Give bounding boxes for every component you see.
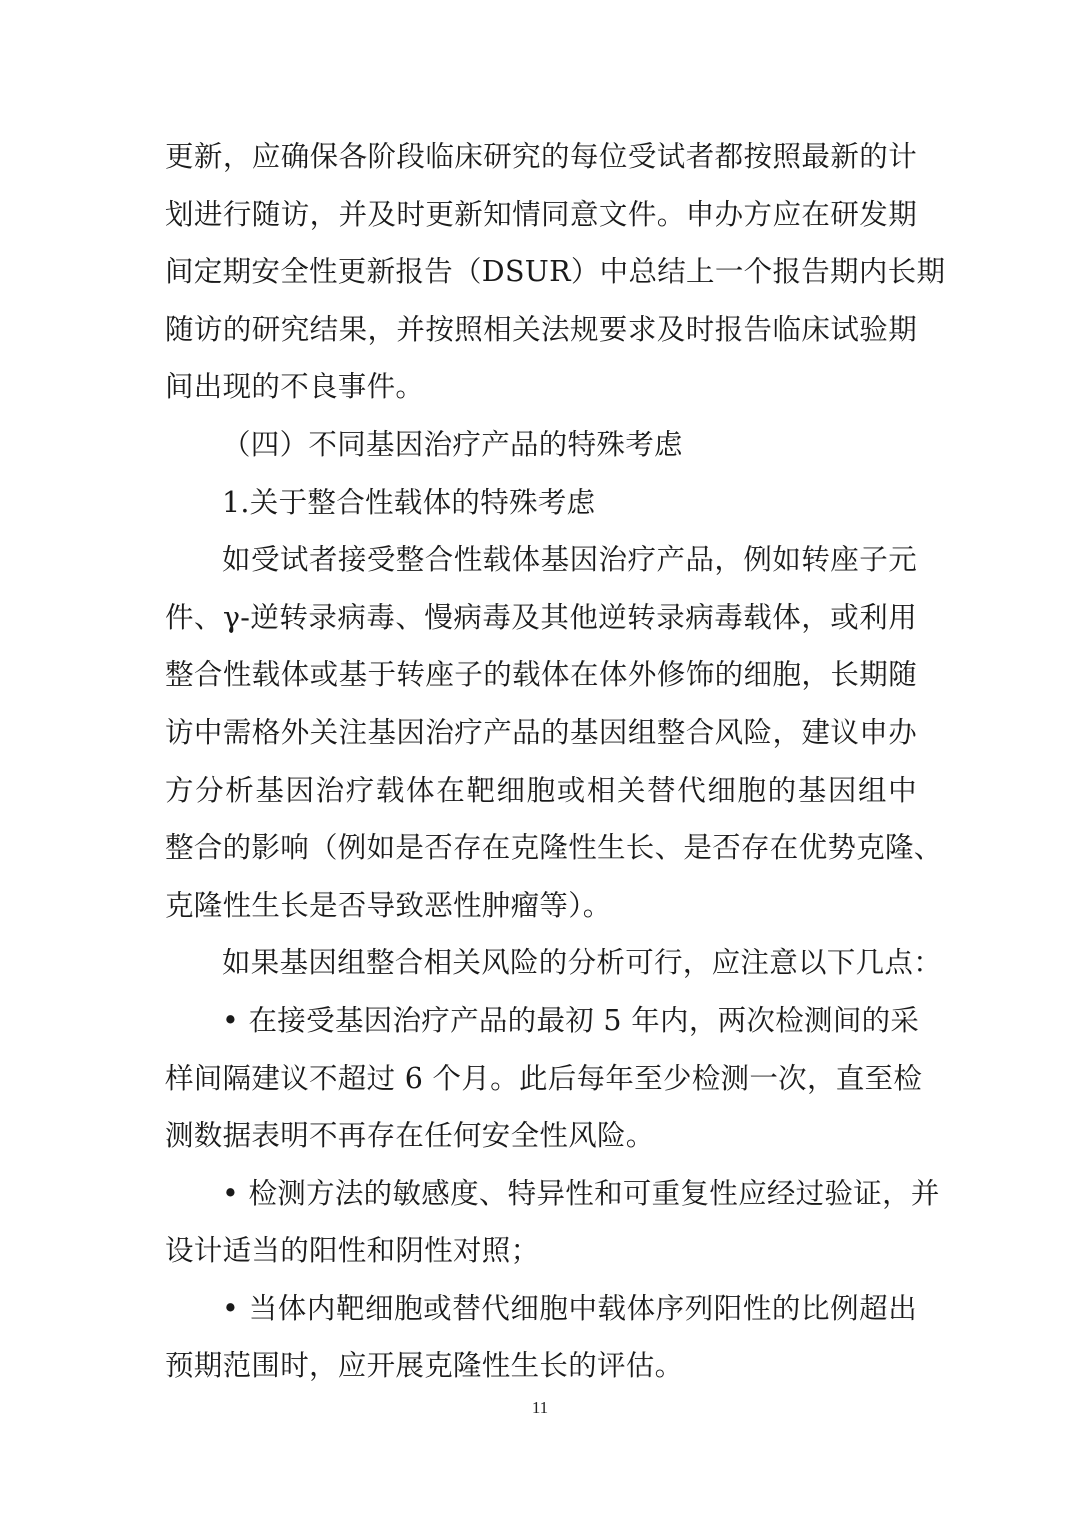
bullet-line: 样间隔建议不超过 6 个月。此后每年至少检测一次，直至检 — [165, 1061, 923, 1095]
subsection-heading: 1.关于整合性载体的特殊考虑 — [222, 485, 596, 519]
paragraph-line: 整合的影响（例如是否存在克隆性生长、是否存在优势克隆、 — [165, 831, 943, 865]
page-number: 11 — [531, 1398, 549, 1417]
paragraph-line: 如受试者接受整合性载体基因治疗产品，例如转座子元 — [222, 543, 917, 577]
paragraph-line: 整合性载体或基于转座子的载体在体外修饰的细胞，长期随 — [165, 658, 917, 692]
document-body — [165, 128, 946, 1395]
bullet-line: • 当体内靶细胞或替代细胞中载体序列阳性的比例超出 — [222, 1291, 917, 1325]
bullet-line: • 检测方法的敏感度、特异性和可重复性应经过验证，并 — [222, 1176, 940, 1210]
bullet-line: 设计适当的阳性和阴性对照； — [165, 1234, 540, 1268]
paragraph-line: 更新，应确保各阶段临床研究的每位受试者都按照最新的计 — [165, 140, 917, 173]
paragraph-line: 件、γ-逆转录病毒、慢病毒及其他逆转录病毒载体，或利用 — [165, 600, 917, 634]
bullet-line: 测数据表明不再存在任何安全性风险。 — [165, 1119, 655, 1153]
paragraph-line: 间定期安全性更新报告（DSUR）中总结上一个报告期内长期 — [165, 255, 946, 289]
paragraph-line: 如果基因组整合相关风险的分析可行，应注意以下几点： — [222, 946, 943, 980]
bullet-line: • 在接受基因治疗产品的最初 5 年内，两次检测间的采 — [222, 1003, 920, 1037]
paragraph-line: 随访的研究结果，并按照相关法规要求及时报告临床试验期 — [165, 312, 917, 346]
paragraph-line: 划进行随访，并及时更新知情同意文件。申办方应在研发期 — [165, 197, 917, 231]
bullet-line: 预期范围时，应开展克隆性生长的评估。 — [165, 1349, 684, 1383]
paragraph-line: 克隆性生长是否导致恶性肿瘤等）。 — [165, 888, 612, 922]
section-heading: （四）不同基因治疗产品的特殊考虑 — [222, 427, 683, 461]
paragraph-line: 间出现的不良事件。 — [165, 370, 425, 404]
paragraph-line: 访中需格外关注基因治疗产品的基因组整合风险，建议申办 — [165, 715, 917, 749]
paragraph-line: 方分析基因治疗载体在靶细胞或相关替代细胞的基因组中 — [165, 773, 917, 807]
